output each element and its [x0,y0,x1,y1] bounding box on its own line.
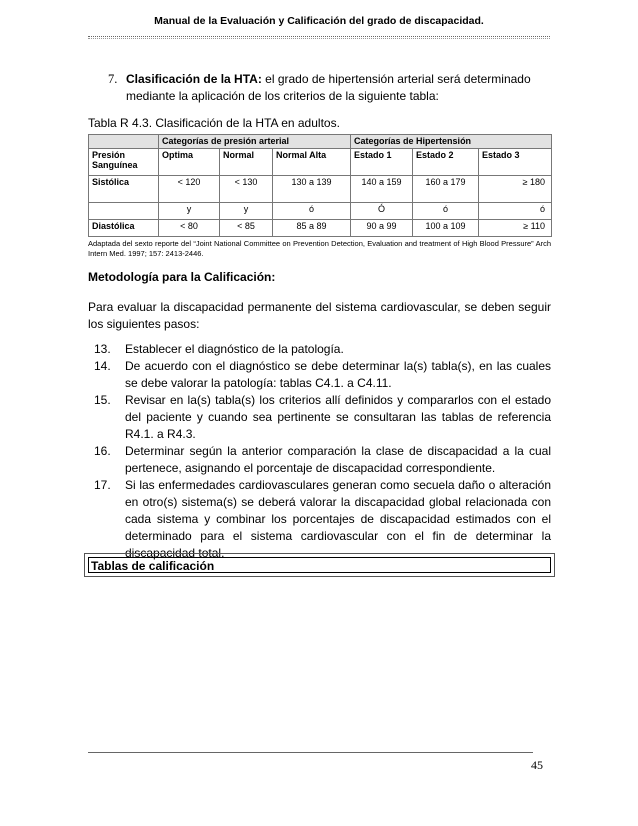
table-cell: ≥ 110 [479,220,552,237]
table-cell: < 85 [220,220,273,237]
list-item-text: Si las enfermedades cardiovasculares generan como secuela daño o alteración en otro(s) sistema(s) se deberá valorar la discapacidad global relacionada con cada sistema y combinar los porcentajes de discapacidad estimados con el determinado para el sistema cardiovascular con el fin de determinar la discapacidad total. [125,478,551,560]
group-header-hypertension: Categorías de Hipertensión [351,135,552,149]
item-7-bold-label: Clasificación de la HTA: [126,72,262,86]
list-item [88,341,551,358]
table-cell: y [220,203,273,220]
column-header: Normal [220,149,273,176]
list-item-text: Establecer el diagnóstico de la patología. [125,342,344,356]
section-heading-tablas: Tablas de calificación [88,557,551,573]
page-header-title: Manual de la Evaluación y Calificación del grado de discapacidad. [154,15,484,27]
list-item-text: Determinar según la anterior comparación la clase de discapacidad a la cual pertenece, asignando el porcentaje de discapacidad correspondiente. [125,444,551,475]
table-cell: Ó [351,203,413,220]
list-item-text: De acuerdo con el diagnóstico se debe determinar la(s) tabla(s), en las cuales se debe valorar la patología: tablas C4.1. a C4.11. [125,359,551,390]
table-cell: ó [273,203,351,220]
row-label [89,203,159,220]
table-cell: 130 a 139 [273,176,351,203]
table-row [89,203,552,220]
list-item-number: 16. [94,444,111,458]
item-7-paragraph [108,71,550,105]
header-divider [88,36,550,37]
column-header: Estado 3 [479,149,552,176]
table-row [89,220,552,237]
table-cell: 100 a 109 [413,220,479,237]
column-header: Estado 2 [413,149,479,176]
page-number: 45 [531,758,543,772]
table-cell: ≥ 180 [479,176,552,203]
table-cell: < 120 [159,176,220,203]
column-header: Normal Alta [273,149,351,176]
list-item [88,477,551,562]
table-cell: 85 a 89 [273,220,351,237]
list-item-number: 17. [94,478,111,492]
column-header: Presión Sanguínea [89,149,159,176]
header-divider-secondary [88,38,550,39]
table-cell: y [159,203,220,220]
item-7-number: 7. [108,72,118,86]
table-corner-cell [89,135,159,149]
list-item [88,358,551,392]
list-item-number: 15. [94,393,111,407]
table-row [89,176,552,203]
table-source-note: Adaptada del sexto reporte del “Joint National Committee on Prevention Detection, Evaluation and treatment of High Blood Pressure” Arch Intern Med. 1997; 157: 2413-2446. [88,239,551,258]
table-cell: < 130 [220,176,273,203]
column-header: Optima [159,149,220,176]
footer-divider [88,752,533,753]
intro-paragraph: Para evaluar la discapacidad permanente del sistema cardiovascular, se deben seguir los siguientes pasos: [88,300,551,331]
table-cell: ó [479,203,552,220]
table-header-row [89,149,552,176]
table-cell: 140 a 159 [351,176,413,203]
row-label: Diastólica [89,220,159,237]
table-cell: 90 a 99 [351,220,413,237]
table-cell: 160 a 179 [413,176,479,203]
table-cell: ó [413,203,479,220]
row-label: Sistólica [89,176,159,203]
list-item-text: Revisar en la(s) tabla(s) los criterios allí definidos y compararlos con el estado del paciente y cuando sea pertinente se consultaran las tablas de referencia R4.1. a R4.3. [125,393,551,441]
column-header: Estado 1 [351,149,413,176]
table-cell: < 80 [159,220,220,237]
list-item-number: 14. [94,359,111,373]
steps-list [88,341,551,562]
list-item [88,443,551,477]
item-7-text: el grado de hipertensión arterial será determinado mediante la aplicación de los criterios de la siguiente tabla: [126,72,531,103]
list-item-number: 13. [94,342,111,356]
list-item [88,392,551,443]
hta-classification-table [88,134,552,237]
table-group-header-row [89,135,552,149]
table-caption: Tabla R 4.3. Clasificación de la HTA en adultos. [88,116,340,130]
section-heading-metodologia: Metodología para la Calificación: [88,270,276,284]
group-header-pressure: Categorías de presión arterial [159,135,351,149]
